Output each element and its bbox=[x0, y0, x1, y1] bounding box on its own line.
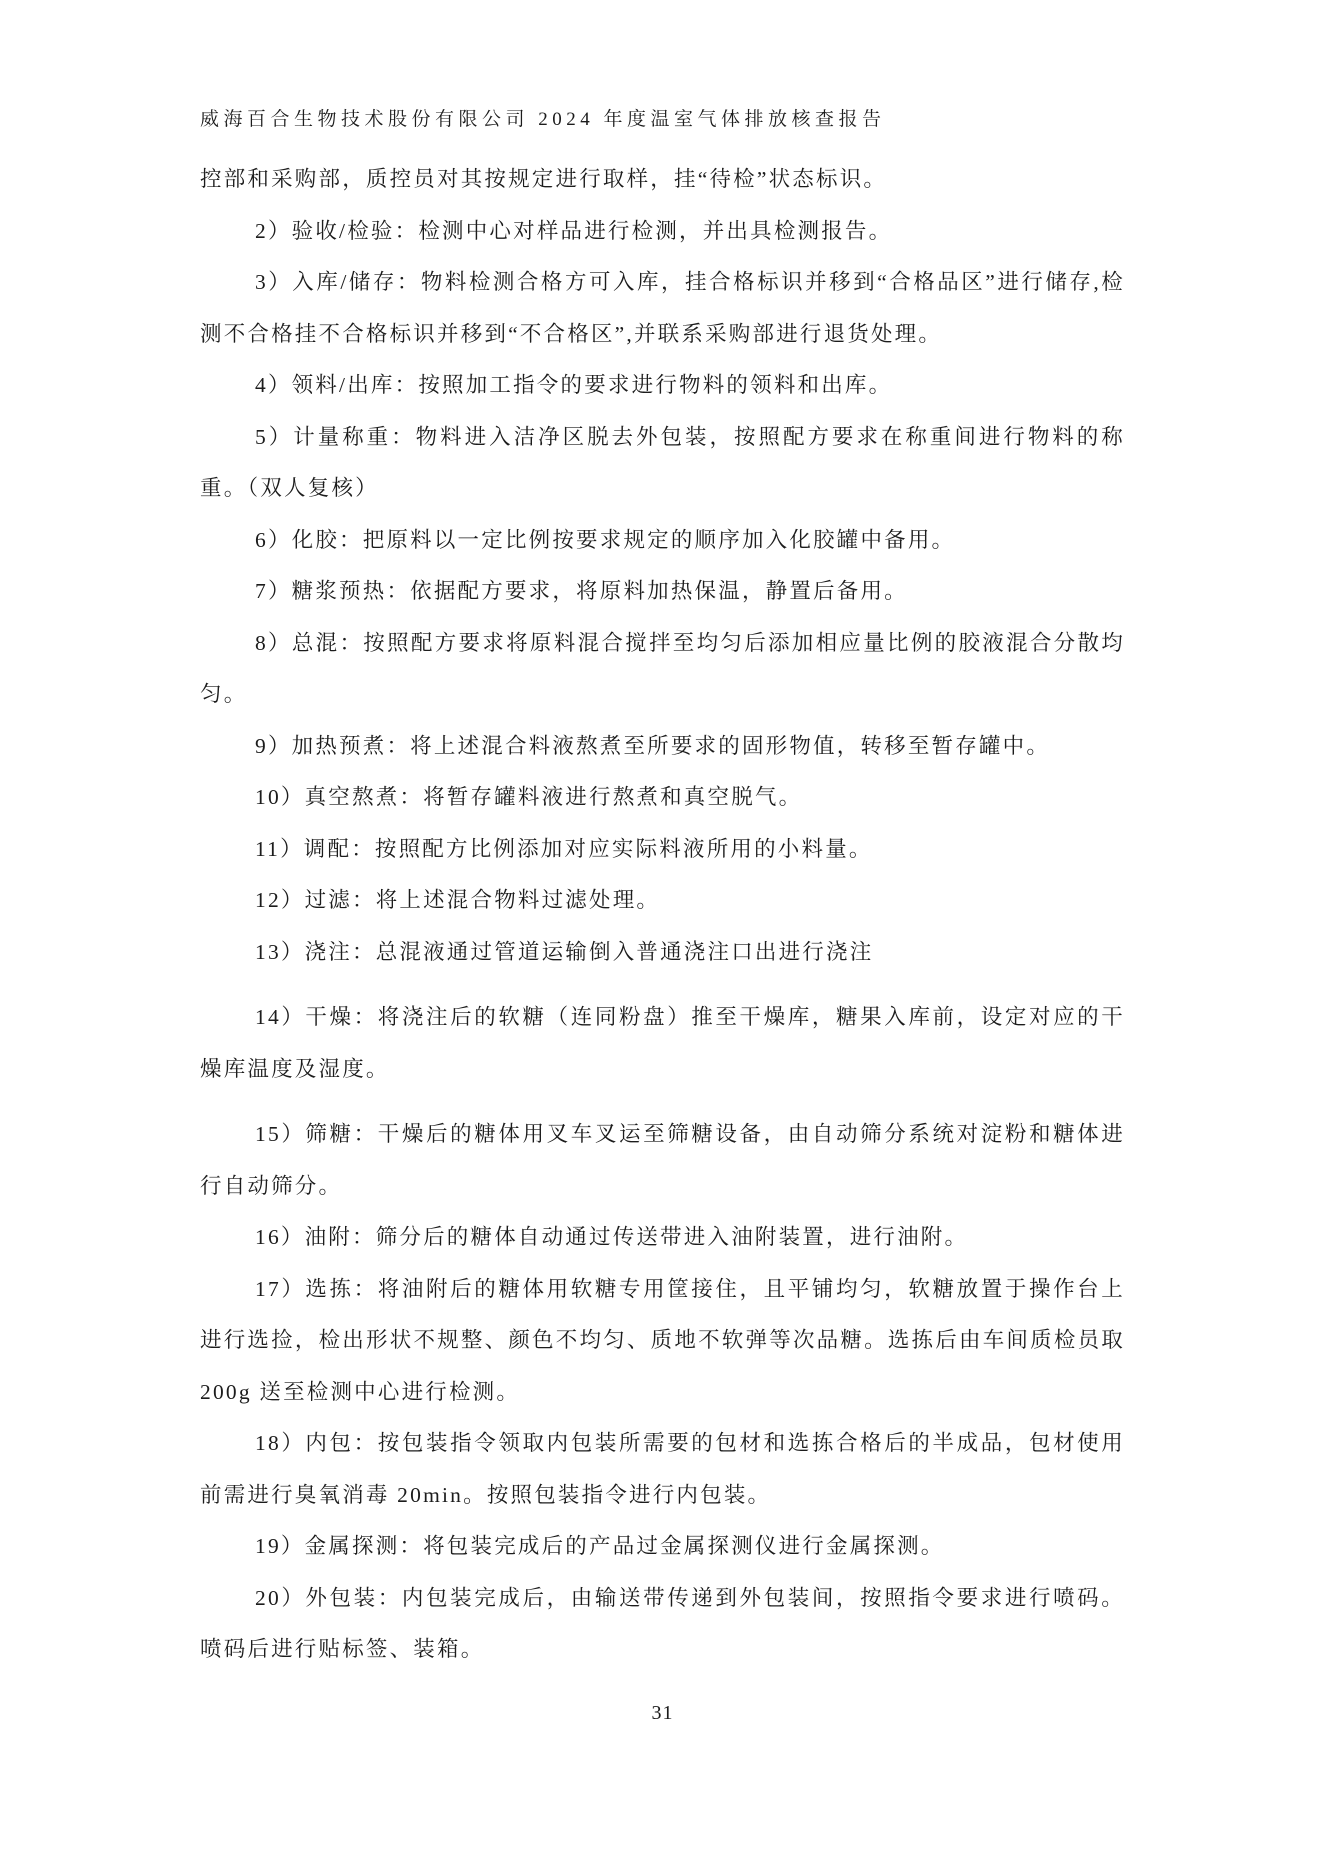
body-paragraph: 5）计量称重：物料进入洁净区脱去外包装，按照配方要求在称重间进行物料的称重。（双人复核） bbox=[200, 424, 1125, 500]
body-paragraph: 19）金属探测：将包装完成后的产品过金属探测仪进行金属探测。 bbox=[255, 1534, 945, 1558]
document-body bbox=[200, 154, 1125, 1676]
body-paragraph: 6）化胶：把原料以一定比例按要求规定的顺序加入化胶罐中备用。 bbox=[255, 527, 956, 552]
body-paragraph: 4）领料/出库：按照加工指令的要求进行物料的领料和出库。 bbox=[255, 373, 893, 397]
body-paragraph: 14）干燥：将浇注后的软糖（连同粉盘）推至干燥库，糖果入库前，设定对应的干燥库温度及湿度。 bbox=[200, 1005, 1125, 1081]
body-paragraph: 12）过滤：将上述混合物料过滤处理。 bbox=[255, 888, 661, 912]
body-paragraph: 18）内包：按包装指令领取内包装所需要的包材和选拣合格后的半成品，包材使用前需进行臭氧消毒 20min。按照包装指令进行内包装。 bbox=[200, 1431, 1125, 1507]
body-paragraph: 17）选拣：将油附后的糖体用软糖专用筐接住，且平铺均匀，软糖放置于操作台上进行选捡，检出形状不规整、颜色不均匀、质地不软弹等次品糖。选拣后由车间质检员取 200g 送至检测中心进行检测。 bbox=[200, 1276, 1125, 1404]
body-paragraph: 8）总混：按照配方要求将原料混合搅拌至均匀后添加相应量比例的胶液混合分散均匀。 bbox=[200, 630, 1125, 706]
body-paragraph: 7）糖浆预热：依据配方要求，将原料加热保温，静置后备用。 bbox=[255, 579, 908, 603]
body-paragraph: 2）验收/检验：检测中心对样品进行检测，并出具检测报告。 bbox=[255, 218, 893, 243]
page-number: 31 bbox=[651, 1701, 674, 1724]
document-header-title: 威海百合生物技术股份有限公司 2024 年度温室气体排放核查报告 bbox=[200, 109, 886, 130]
body-paragraph: 20）外包装：内包装完成后，由输送带传递到外包装间，按照指令要求进行喷码。喷码后进行贴标签、装箱。 bbox=[200, 1585, 1125, 1661]
body-paragraph: 16）油附：筛分后的糖体自动通过传送带进入油附装置，进行油附。 bbox=[255, 1225, 969, 1249]
body-paragraph: 3）入库/储存：物料检测合格方可入库，挂合格标识并移到“合格品区”进行储存,检测不合格挂不合格标识并移到“不合格区”,并联系采购部进行退货处理。 bbox=[200, 270, 1125, 346]
body-paragraph: 13）浇注：总混液通过管道运输倒入普通浇注口出进行浇注 bbox=[255, 939, 874, 964]
body-paragraph: 9）加热预煮：将上述混合料液熬煮至所要求的固形物值，转移至暂存罐中。 bbox=[255, 733, 1051, 758]
body-paragraph: 11）调配：按照配方比例添加对应实际料液所用的小料量。 bbox=[255, 836, 873, 861]
body-paragraph: 控部和采购部，质控员对其按规定进行取样，挂“待检”状态标识。 bbox=[200, 167, 888, 191]
body-paragraph: 15）筛糖：干燥后的糖体用叉车叉运至筛糖设备，由自动筛分系统对淀粉和糖体进行自动筛分。 bbox=[200, 1122, 1125, 1198]
body-paragraph: 10）真空熬煮：将暂存罐料液进行熬煮和真空脱气。 bbox=[255, 785, 803, 809]
